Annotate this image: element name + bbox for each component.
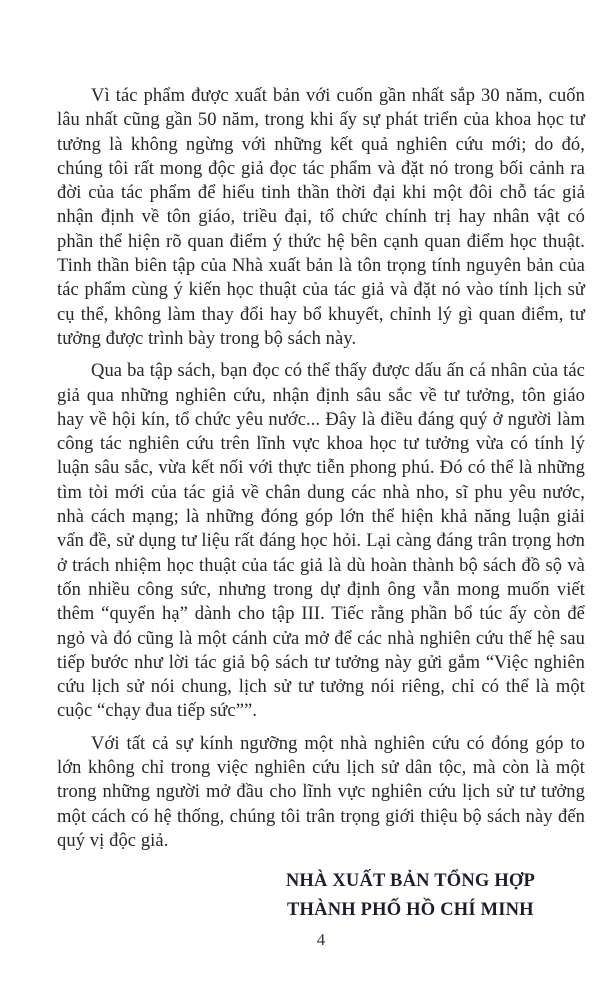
paragraph-2: Qua ba tập sách, bạn đọc có thể thấy được dấu ấn cá nhân của tác giả qua những nghiên cứu, nhận định sâu sắc về tư tưởng, tôn giáo hay về hội kín, tổ chức yêu nước... Đây là điều đáng quý ở người làm công tác nghiên cứu trên lĩnh vực khoa học tư tưởng vừa có tính lý luận sâu sắc, vừa kết nối với thực tiễn phong phú. Đó có thể là những tìm tòi mới của tác giả về chân dung các nhà nho, sĩ phu yêu nước, nhà cách mạng; là những đóng góp lớn thể hiện khả năng luận giải vấn đề, sử dụng tư liệu rất đáng học hỏi. Lại càng đáng trân trọng hơn ở trách nhiệm học thuật của tác giả là dù hoàn thành bộ sách đồ sộ và tốn nhiều công sức, nhưng trong dự định ông vẫn mong muốn viết thêm “quyển hạ” dành cho tập III. Tiếc rằng phần bổ túc ấy còn để ngỏ và đó cũng là một cánh cửa mở để các nhà nghiên cứu thế hệ sau tiếp bước như lời tác giả bộ sách tư tưởng này gửi gắm “Việc nghiên cứu lịch sử nói chung, lịch sử tư tưởng nói riêng, chỉ có thể là một cuộc “chạy đua tiếp sức””.	[57, 361, 585, 722]
text-block	[57, 84, 585, 925]
publisher-signature	[286, 867, 535, 925]
paragraph-1: Vì tác phẩm được xuất bản với cuốn gần nhất sắp 30 năm, cuốn lâu nhất cũng gần 50 năm, trong khi ấy sự phát triển của khoa học tư tưởng là không ngừng với những kết quả nghiên cứu mới; do đó, chúng tôi rất mong độc giả đọc tác phẩm và đặt nó trong bối cảnh ra đời của tác phẩm để hiểu tinh thần thời đại khi một đôi chỗ tác giả nhận định về tôn giáo, triều đại, tổ chức chính trị hay nhân vật có phần thể hiện rõ quan điểm ý thức hệ bên cạnh quan điểm học thuật. Tinh thần biên tập của Nhà xuất bản là tôn trọng tính nguyên bản của tác phẩm cùng ý kiến học thuật của tác giả và đặt nó vào tính lịch sử cụ thể, không làm thay đổi hay bổ khuyết, chỉnh lý gì quan điểm, tư tưởng được trình bày trong bộ sách này.	[57, 86, 585, 349]
page-number: 4	[316, 930, 326, 949]
publisher-signature-line-1: NHÀ XUẤT BẢN TỔNG HỢP	[285, 871, 535, 892]
paragraph-3: Với tất cả sự kính ngưỡng một nhà nghiên cứu có đóng góp to lớn không chỉ trong việc nghiên cứu lịch sử dân tộc, mà còn là một trong những người mở đầu cho lĩnh vực nghiên cứu lịch sử tư tưởng một cách có hệ thống, chúng tôi trân trọng giới thiệu bộ sách này đến quý vị độc giả.	[57, 733, 585, 851]
publisher-signature-line-2: THÀNH PHỐ HỒ CHÍ MINH	[287, 900, 534, 921]
